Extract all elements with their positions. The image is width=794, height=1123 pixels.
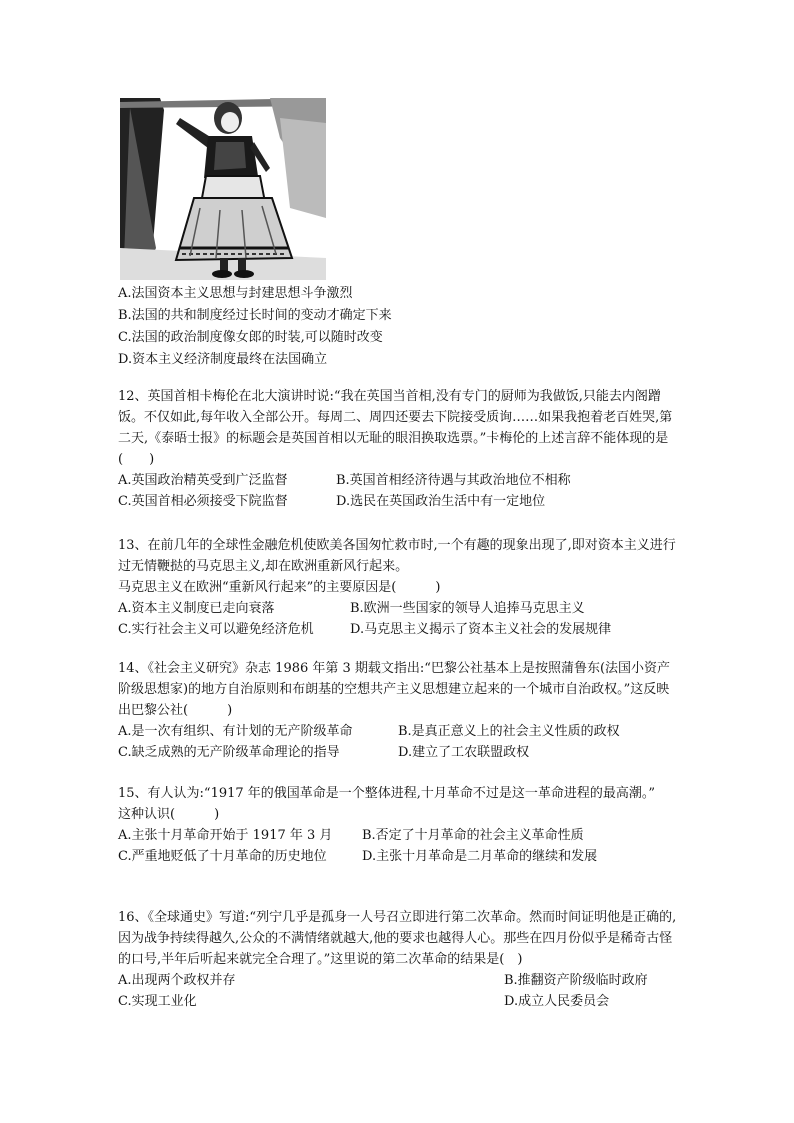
q13-option-c: C.实行社会主义可以避免经济危机	[118, 622, 314, 637]
q12-option-d: D.选民在英国政治生活中有一定地位	[336, 494, 546, 509]
q11-option-b: B.法国的共和制度经过长时间的变动才确定下来	[118, 308, 392, 323]
q12-option-b: B.英国首相经济待遇与其政治地位不相称	[336, 473, 571, 488]
q15-option-b: B.否定了十月革命的社会主义革命性质	[362, 828, 584, 843]
question-14	[118, 658, 678, 763]
q16-option-a: A.出现两个政权并存	[118, 973, 236, 988]
q13-option-d: D.马克思主义揭示了资本主义社会的发展规律	[350, 622, 612, 637]
q12-option-a: A.英国政治精英受到广泛监督	[118, 473, 288, 488]
q16-option-d: D.成立人民委员会	[504, 994, 610, 1009]
q15-option-d: D.主张十月革命是二月革命的继续和发展	[362, 849, 598, 864]
q12-options-row-2	[118, 491, 678, 512]
q13-options-row-2	[118, 619, 678, 640]
q11-option-c: C.法国的政治制度像女郎的时装,可以随时改变	[118, 330, 383, 345]
q12-option-c: C.英国首相必须接受下院监督	[118, 494, 288, 509]
q15-option-a: A.主张十月革命开始于 1917 年 3 月	[118, 828, 333, 843]
q16-option-c: C.实现工业化	[118, 994, 197, 1009]
question-16	[118, 907, 678, 1012]
question-13-stem-2: 马克思主义在欧洲“重新风行起来”的主要原因是( )	[118, 580, 441, 595]
woman-in-dress-cartoon-icon	[120, 98, 326, 280]
q16-option-b: B.推翻资产阶级临时政府	[504, 973, 648, 988]
q11-option-a: A.法国资本主义思想与封建思想斗争激烈	[118, 286, 353, 301]
q14-option-d: D.建立了工农联盟政权	[398, 745, 530, 760]
q13-options-row-1	[118, 598, 678, 619]
q11-option-d: D.资本主义经济制度最终在法国确立	[118, 352, 328, 367]
q13-option-a: A.资本主义制度已走向衰落	[118, 601, 275, 616]
question-15	[118, 783, 678, 867]
q15-option-c: C.严重地贬低了十月革命的历史地位	[118, 849, 327, 864]
question-12	[118, 386, 678, 512]
q14-option-c: C.缺乏成熟的无产阶级革命理论的指导	[118, 745, 340, 760]
q14-options-row-1	[118, 721, 678, 742]
q12-options-row-1	[118, 470, 678, 491]
q14-option-b: B.是真正意义上的社会主义性质的政权	[398, 724, 620, 739]
question-15-stem: 15、有人认为:“1917 年的俄国革命是一个整体进程,十月革命不过是这一革命进程的最高潮。”	[118, 786, 656, 801]
q16-options-row-2	[118, 991, 678, 1012]
question-16-stem: 16、《全球通史》写道:“列宁几乎是孤身一人号召立即进行第二次革命。然而时间证明他是正确的,因为战争持续得越久,公众的不满情绪就越大,他的要求也越得人心。那些在四月份似乎是稀奇古怪的口号,半年后听起来就完全合理了。”这里说的第二次革命的结果是( )	[118, 910, 677, 967]
q15-options-row-1	[118, 825, 678, 846]
q16-options-row-1	[118, 970, 678, 991]
question-14-stem: 14、《社会主义研究》杂志 1986 年第 3 期载文指出:“巴黎公社基本上是按照蒲鲁东(法国小资产阶级思想家)的地方自治原则和布朗基的空想共产主义思想建立起来的一个城市自治政权。”这反映出巴黎公社( )	[118, 661, 671, 718]
question-12-stem: 12、英国首相卡梅伦在北大演讲时说:“我在英国当首相,没有专门的厨师为我做饭,只能去内阁蹭饭。不仅如此,每年收入全部公开。每周二、周四还要去下院接受质询……如果我抱着老百姓哭,第二天,《泰晤士报》的标题会是英国首相以无耻的眼泪换取选票。”卡梅伦的上述言辞不能体现的是( )	[118, 389, 673, 467]
question-13	[118, 535, 678, 640]
q15-options-row-2	[118, 846, 678, 867]
q14-option-a: A.是一次有组织、有计划的无产阶级革命	[118, 724, 353, 739]
question-15-stem-2: 这种认识( )	[118, 807, 220, 822]
q14-options-row-2	[118, 742, 678, 763]
q13-option-b: B.欧洲一些国家的领导人追捧马克思主义	[350, 601, 585, 616]
question-13-stem: 13、在前几年的全球性金融危机使欧美各国匆忙救市时,一个有趣的现象出现了,即对资本主义进行过无情鞭挞的马克思主义,却在欧洲重新风行起来。	[118, 538, 676, 574]
